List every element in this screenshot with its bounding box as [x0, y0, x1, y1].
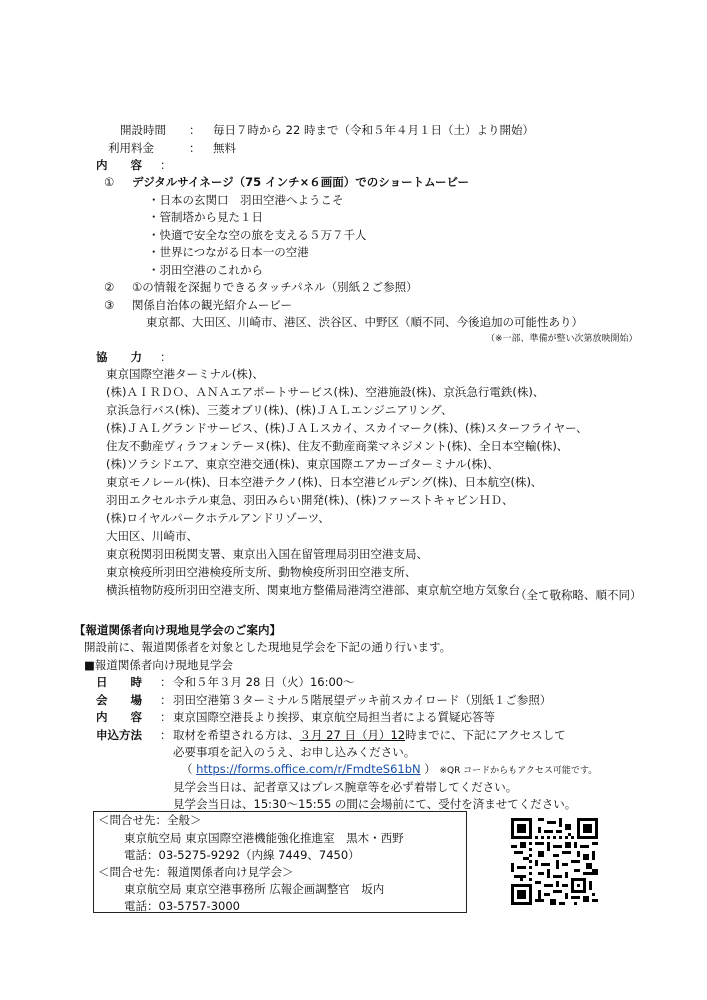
press-venue-value: 羽田空港第３ターミナル５階展望デッキ前スカイロード（別紙１ご参照） [173, 693, 552, 707]
cooperation-line: 東京検疫所羽田空港検疫所支所、動物検疫所羽田空港支所、 [106, 565, 417, 579]
press-date-colon: ： [160, 675, 172, 689]
cooperation-label: 協 力 [96, 350, 142, 364]
press-day-note-1: 見学会当日は、記者章又はプレス腕章等を必ず着帯してください。 [173, 780, 518, 794]
fee-value: 無料 [213, 141, 236, 155]
press-subheading: ■報道関係者向け現地見学会 [84, 658, 233, 672]
contact-general-label: ＜問合せ先：全般＞ [98, 813, 202, 827]
press-content-colon: ： [160, 710, 172, 724]
apply-pre: 取材を希望される方は、 [173, 728, 300, 742]
movie-item: ・羽田空港のこれから [148, 263, 263, 277]
apply-post: 時までに、下記にアクセスして [405, 728, 566, 742]
url-open: （ [181, 762, 193, 776]
movie-item: ・世界につながる日本一の空港 [148, 245, 309, 259]
press-apply-text [173, 726, 566, 744]
content-item1: デジタルサイネージ（75 インチ×６画面）でのショートムービー [132, 175, 470, 189]
cooperation-colon: ： [160, 350, 172, 364]
cooperation-line: 東京税関羽田税関支署、東京出入国在留管理局羽田空港支局、 [106, 547, 428, 561]
cooperation-line: 東京国際空港ターミナル(株)、 [106, 367, 264, 381]
fee-label: 利用料金 [108, 141, 154, 155]
hours-value: 毎日７時から 22 時まで（令和５年４月１日（土）より開始） [213, 123, 534, 137]
contact-press-tel: 電話：03-5757-3000 [124, 899, 240, 913]
content-item1-number: ① [104, 175, 115, 189]
content-item2-number: ② [104, 280, 115, 294]
contact-general-tel: 電話：03-5275-9292（内線 7449、7450） [124, 848, 360, 862]
contact-press-org: 東京航空局 東京空港事務所 広報企画調整官 坂内 [124, 882, 385, 896]
press-date-label: 日 時 [96, 675, 142, 689]
content-colon: ： [160, 158, 172, 172]
press-intro: 開設前に、報道関係者を対象とした現地見学会を下記の通り行います。 [84, 640, 452, 654]
cooperation-closing: （全て敬称略、順不同） [515, 588, 642, 602]
movie-item: ・管制塔から見た１日 [148, 210, 263, 224]
content-item2: ①の情報を深掘りできるタッチパネル（別紙２ご参照） [132, 280, 418, 294]
press-apply-colon: ： [160, 728, 172, 742]
cooperation-line: (株)ロイヤルパークホテルアンドリゾーツ、 [106, 511, 330, 525]
broadcast-note: （※一部、準備が整い次第放映開始） [486, 334, 638, 344]
press-venue-label: 会 場 [96, 693, 142, 707]
cooperation-line: (株)ソラシドエア、東京空港交通(株)、東京国際エアカーゴターミナル(株)、 [106, 457, 499, 471]
press-content-label: 内 容 [96, 710, 142, 724]
cooperation-line: 住友不動産ヴィラフォンテーヌ(株)、住友不動産商業マネジメント(株)、全日本空輸(株)、 [106, 439, 569, 453]
url-line [181, 760, 597, 780]
cooperation-line: 羽田エクセルホテル東急、羽田みらい開発(株)、(株)ファーストキャビンＨＤ、 [106, 493, 514, 507]
apply-deadline: ３月 27 日（月）12 [299, 728, 406, 742]
movie-item: ・日本の玄関口 羽田空港へようこそ [148, 193, 344, 207]
qr-code-icon[interactable] [511, 818, 598, 905]
cooperation-line: 横浜植物防疫所羽田空港支所、関東地方整備局港湾空港部、東京航空地方気象台 [106, 583, 520, 597]
press-date-value: 令和５年３月 28 日（火）16:00～ [173, 675, 355, 689]
qr-note: ※QR コードからもアクセス可能です。 [439, 766, 598, 776]
content-item3-number: ③ [104, 298, 115, 312]
cooperation-list [106, 365, 588, 599]
press-content-value: 東京国際空港長より挨拶、東京航空局担当者による質疑応答等 [173, 710, 495, 724]
content-item3: 関係自治体の観光紹介ムービー [132, 298, 292, 312]
press-day-note-2: 見学会当日は、15:30～15:55 の間に会場前にて、受付を済ませてください。 [173, 797, 577, 811]
cooperation-line: 京浜急行バス(株)、三菱オブリ(株)、(株)ＪＡＬエンジニアリング、 [106, 403, 453, 417]
press-apply-label: 申込方法 [96, 728, 142, 742]
press-venue-colon: ： [160, 693, 172, 707]
cooperation-line: 東京モノレール(株)、日本空港テクノ(株)、日本空港ビルデング(株)、日本航空(株)、 [106, 475, 543, 489]
movie-item: ・快適で安全な空の旅を支える５万７千人 [148, 228, 367, 242]
url-close: ） [424, 762, 436, 776]
press-heading: 【報道関係者向け現地見学会のご案内】 [74, 623, 281, 637]
cooperation-line: 大田区、川崎市、 [106, 529, 198, 543]
application-form-link[interactable]: https://forms.office.com/r/FmdteS61bN [196, 762, 421, 776]
cooperation-line: (株)ＪＡＬグランドサービス、(株)ＪＡＬスカイ、スカイマーク(株)、(株)スターフライヤー、 [106, 421, 588, 435]
content-label: 内 容 [96, 158, 142, 172]
hours-colon: ： [189, 123, 201, 137]
contact-general-org: 東京航空局 東京国際空港機能強化推進室 黒木・西野 [124, 831, 404, 845]
press-apply-line2: 必要事項を記入のうえ、お申し込みください。 [173, 745, 416, 759]
municipalities: 東京都、大田区、川崎市、港区、渋谷区、中野区（順不同、今後追加の可能性あり） [146, 315, 583, 329]
fee-colon: ： [189, 141, 201, 155]
contact-press-label: ＜問合せ先：報道関係者向け見学会＞ [98, 865, 294, 879]
hours-label: 開設時間 [120, 123, 166, 137]
cooperation-line: (株)ＡＩＲＤＯ、ＡＮＡエアポートサービス(株)、空港施設(株)、京浜急行電鉄(株)、 [106, 385, 545, 399]
